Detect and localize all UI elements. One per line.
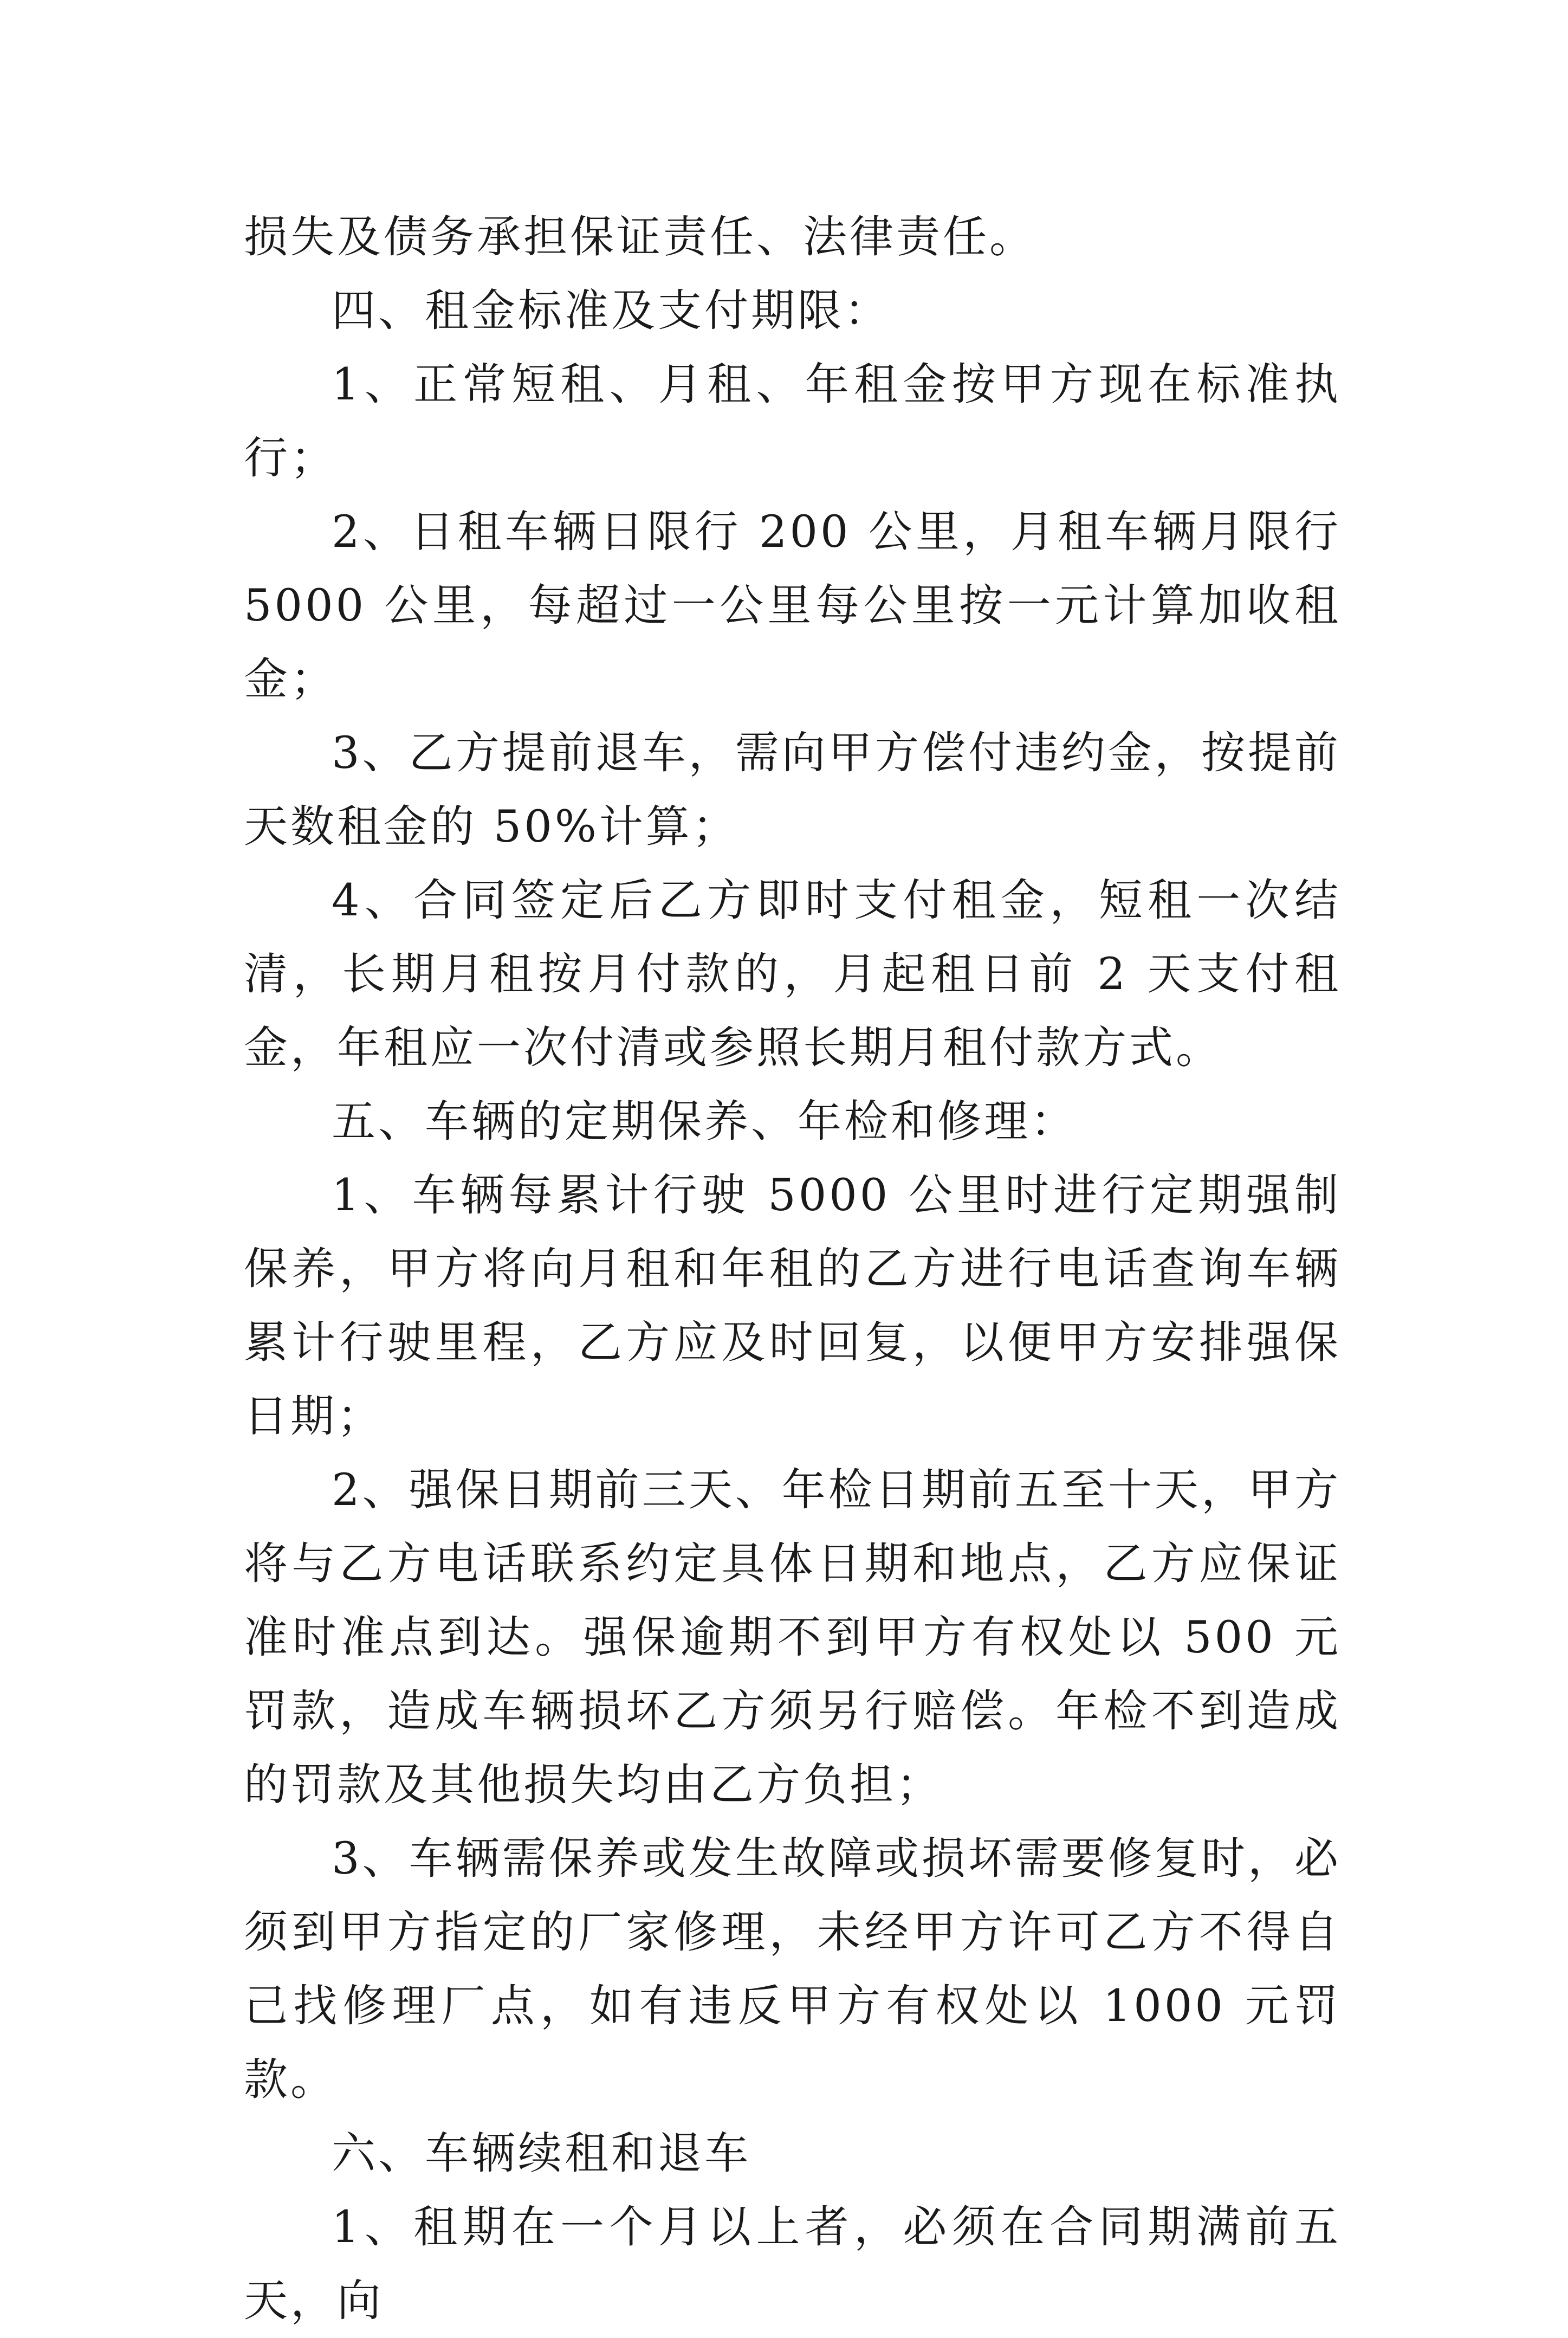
clause-rent-1: 1、正常短租、月租、年租金按甲方现在标准执行； xyxy=(244,359,1341,484)
document-body xyxy=(244,201,1341,2338)
clause-rent-2: 2、日租车辆日限行 200 公里，月租车辆月限行 5000 公里，每超过一公里每公里按一元计算加收租金； xyxy=(244,507,1341,705)
section-heading-rent: 四、租金标准及支付期限： xyxy=(332,286,891,337)
clause-rent-4: 4、合同签定后乙方即时支付租金，短租一次结清，长期月租按月付款的，月起租日前 2 天支付租金，年租应一次付清或参照长期月租付款方式。 xyxy=(244,875,1341,1074)
clause-maintenance-1: 1、车辆每累计行驶 5000 公里时进行定期强制保养，甲方将向月租和年租的乙方进行电话查询车辆累计行驶里程，乙方应及时回复，以便甲方安排强保日期； xyxy=(244,1170,1341,1442)
clause-renewal-1: 1、租期在一个月以上者，必须在合同期满前五天，向 xyxy=(244,2202,1341,2327)
clause-rent-3: 3、乙方提前退车，需向甲方偿付违约金，按提前天数租金的 50%计算； xyxy=(244,728,1341,852)
paragraph-continuation: 损失及债务承担保证责任、法律责任。 xyxy=(244,212,1036,263)
section-heading-maintenance: 五、车辆的定期保养、年检和修理： xyxy=(332,1096,1078,1147)
clause-maintenance-2: 2、强保日期前三天、年检日期前五至十天，甲方将与乙方电话联系约定具体日期和地点，乙方应保证准时准点到达。强保逾期不到甲方有权处以 500 元罚款，造成车辆损坏乙方须另行赔偿。年检不到造成的罚款及其他损失均由乙方负担； xyxy=(244,1465,1341,1811)
clause-maintenance-3: 3、车辆需保养或发生故障或损坏需要修复时，必须到甲方指定的厂家修理，未经甲方许可乙方不得自己找修理厂点，如有违反甲方有权处以 1000 元罚款。 xyxy=(244,1833,1341,2106)
section-heading-renewal: 六、车辆续租和退车 xyxy=(332,2128,751,2179)
